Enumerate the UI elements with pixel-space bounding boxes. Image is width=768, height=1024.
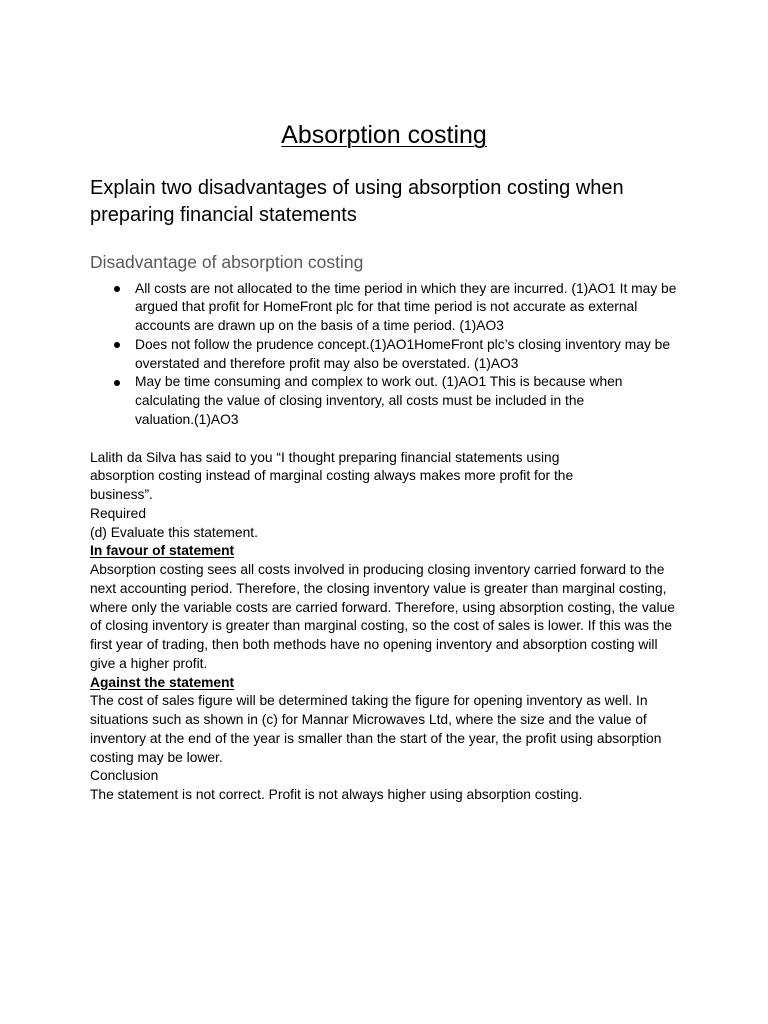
task-text: (d) Evaluate this statement. bbox=[90, 524, 258, 540]
paragraph-line: Absorption costing sees all costs involved in producing closing inventory carried forward to the bbox=[90, 562, 665, 578]
question-heading-line: Explain two disadvantages of using absorption costing when bbox=[90, 176, 624, 199]
bullet-line: May be time consuming and complex to work out. (1)AO1 This is because when bbox=[135, 374, 623, 390]
paragraph-line: give a higher profit. bbox=[90, 655, 208, 671]
paragraph-line: situations such as shown in (c) for Mannar Microwaves Ltd, where the size and the value of bbox=[90, 712, 647, 728]
bullet-icon bbox=[114, 380, 120, 386]
paragraph-line: where only the variable costs are carried forward. Therefore, using absorption costing, the value bbox=[90, 599, 675, 615]
paragraph-line: inventory at the end of the year is smaller than the start of the year, the profit using absorption bbox=[90, 730, 662, 746]
question-heading-line: preparing financial statements bbox=[90, 203, 357, 226]
against-heading-row bbox=[90, 674, 675, 693]
conclusion-text: The statement is not correct. Profit is not always higher using absorption costing. bbox=[90, 787, 583, 803]
bullet-icon bbox=[114, 342, 120, 348]
against-paragraph bbox=[90, 692, 675, 767]
bullet-item bbox=[135, 280, 676, 336]
bullet-line: overstated and therefore profit may also be overstated. (1)AO3 bbox=[135, 355, 519, 371]
bullet-item bbox=[135, 373, 676, 429]
favour-heading: In favour of statement bbox=[90, 543, 235, 559]
bullet-item bbox=[135, 336, 676, 374]
favour-heading-row bbox=[90, 542, 675, 561]
paragraph-line: costing may be lower. bbox=[90, 749, 223, 765]
bullet-line: Does not follow the prudence concept.(1)AO1HomeFront plc’s closing inventory may be bbox=[135, 336, 671, 352]
paragraph-line: of closing inventory is greater than marginal costing, so the cost of sales is lower. If this was the bbox=[90, 618, 673, 634]
disadvantages-list bbox=[135, 280, 676, 430]
favour-paragraph bbox=[90, 561, 675, 674]
paragraph-line: next accounting period. Therefore, the closing inventory value is greater than marginal costing, bbox=[90, 580, 667, 596]
bullet-line: All costs are not allocated to the time period in which they are incurred. (1)AO1 It may be bbox=[135, 280, 677, 296]
paragraph-line: The cost of sales figure will be determined taking the figure for opening inventory as well. In bbox=[90, 693, 648, 709]
document-title: Absorption costing bbox=[281, 121, 487, 149]
document-title-block bbox=[0, 120, 768, 150]
conclusion-label: Conclusion bbox=[90, 768, 159, 784]
bullet-line: calculating the value of closing inventory, all costs must be included in the bbox=[135, 393, 585, 409]
question-heading bbox=[90, 175, 624, 229]
evaluation-section bbox=[90, 449, 675, 805]
paragraph-line: Lalith da Silva has said to you “I thought preparing financial statements using bbox=[90, 449, 560, 465]
bullet-icon bbox=[114, 286, 120, 292]
bullet-line: argued that profit for HomeFront plc for that time period is not accurate as external bbox=[135, 299, 638, 315]
paragraph-line: business”. bbox=[90, 487, 153, 503]
paragraph-line: absorption costing instead of marginal costing always makes more profit for the bbox=[90, 468, 574, 484]
bullet-line: accounts are drawn up on the basis of a time period. (1)AO3 bbox=[135, 318, 504, 334]
section-subheading: Disadvantage of absorption costing bbox=[90, 252, 364, 272]
required-label: Required bbox=[90, 505, 146, 521]
against-heading: Against the statement bbox=[90, 674, 235, 690]
paragraph-line: first year of trading, then both methods have no opening inventory and absorption costing will bbox=[90, 637, 658, 653]
bullet-line: valuation.(1)AO3 bbox=[135, 411, 239, 427]
scenario-paragraph bbox=[90, 449, 675, 505]
